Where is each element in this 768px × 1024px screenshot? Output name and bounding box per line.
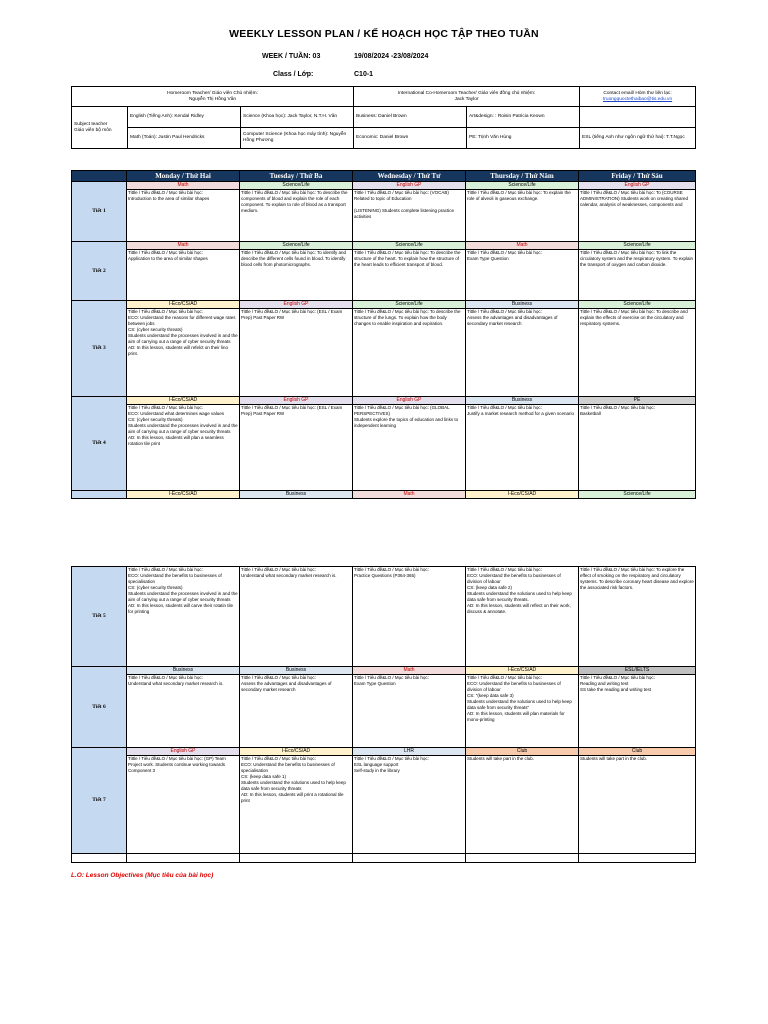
objective-cell: Tittle / Tiêu đề&LO / Mục tiêu bài học: ECO: Understand the benefits to businesses of specialisation CS: (keep data safe 1) Students understand the solutions used to help keep data safe from security threats AD: In this lesson, students will print a rotational tile print [240,756,353,854]
teacher-info-table [71,86,696,149]
objective-cell: Tittle / Tiêu đề&LO / Mục tiêu bài học: To describe the structure of the lungs. To explain how the body changes to enable inspiration and expiration. [353,309,466,397]
business-teacher: Business: Daniel Brown [354,107,467,128]
objective-cell: Students will take part in the club. [579,756,696,854]
page-title: WEEKLY LESSON PLAN / KẾ HOẠCH HỌC TẬP THEO TUẦN [229,28,539,40]
period-label-3: Tiết 3 [72,301,127,397]
subject-cell: I-Eco/CS/AD [466,491,579,499]
lesson-objectives-note: L.O: Lesson Objectives (Mục tiêu của bài học) [71,872,214,879]
objective-cell: Tittle / Tiêu đề&LO / Mục tiêu bài học: To link the circulatory system and the respiratory system. To explain the transport of oxygen and carbon dioxide. [579,250,696,301]
subject-cell: LHR [353,748,466,756]
subject-cell: Science/Life [240,182,353,190]
objective-cell: Tittle / Tiêu đề&LO / Mục tiêu bài học: To describe and explain the effects of exercise on the circulatory and respiratory systems. [579,309,696,397]
science-teacher: Science (Khoa học): Jack Taylor, N.T.H. Vân [241,107,354,128]
subject-cell: Science/Life [466,182,579,190]
subject-cell: Business [240,667,353,675]
subject-cell: Science/Life [353,242,466,250]
class-label: Class / Lớp: [273,71,314,78]
objective-cell: Tittle / Tiêu đề&LO / Mục tiêu bài học: (GLOBAL PERSPECTIVES) Students explore the topics of education and links to independent learning [353,405,466,491]
subject-cell: Science/Life [579,491,696,499]
cohomeroom-cell [354,87,580,107]
subject-cell: Business [127,667,240,675]
objective-cell: Tittle / Tiêu đề&LO / Mục tiêu bài học: To describe the components of blood and explain the role of each component. To explain to role of blood as a transport medium. [240,190,353,242]
objective-cell: Tittle / Tiêu đề&LO / Mục tiêu bài học: Practice Questions (P364-365) [353,567,466,667]
subject-cell: Club [579,748,696,756]
day-header-thursday: Thursday / Thứ Năm [466,171,579,182]
subject-cell: ESL/IELTS [579,667,696,675]
empty-cell [240,854,353,863]
objective-cell: Tittle / Tiêu đề&LO / Mục tiêu bài học: (ESL / Exam Prep) Past Paper RW [240,405,353,491]
empty-cell [353,854,466,863]
subject-cell: Math [127,242,240,250]
objective-cell: Students will take part in the club. [466,756,579,854]
week-dates: 19/08/2024 -23/08/2024 [354,53,429,60]
objective-cell: Tittle / Tiêu đề&LO / Mục tiêu bài học: Understand what secondary market research is. [127,675,240,748]
contact-label: Contact email/ Hòm thư liên lạc: [603,90,672,96]
subject-cell: English GP [579,182,696,190]
objective-cell: Tittle / Tiêu đề&LO / Mục tiêu bài học: ESL language support Self-study in the library [353,756,466,854]
subject-cell: English GP [240,301,353,309]
english-teacher: English (Tiếng Anh): Kendal Ridley [128,107,241,128]
esl-teacher: ESL (tiếng Anh như ngôn ngữ thứ hai): T.T.Ngọc [580,128,696,149]
objective-cell: Tittle / Tiêu đề&LO / Mục tiêu bài học: (GP) Team Project work. Students continue working towards Component 3 [127,756,240,854]
subject-cell: Science/Life [240,242,353,250]
subject-cell: Science/Life [353,301,466,309]
week-label: WEEK / TUẦN: 03 [262,53,321,60]
empty-cell [127,854,240,863]
homeroom-name: Nguyễn Thị Hồng Vân [188,96,237,102]
objective-cell: Tittle / Tiêu đề&LO / Mục tiêu bài học: (VOCAB) Related to topic of Education (LISTENING) Students complete listening practice activities [353,190,466,242]
period-label-7: Tiết 7 [72,748,127,854]
period-label-5-continued [72,491,127,499]
objective-cell: Tittle / Tiêu đề&LO / Mục tiêu bài học: Assess the advantages and disadvantages of secondary market research [466,309,579,397]
period-label-2: Tiết 2 [72,242,127,301]
objective-cell: Tittle / Tiêu đề&LO / Mục tiêu bài học: (ESL / Exam Prep) Past Paper RW [240,309,353,397]
subject-cell: Club [466,748,579,756]
objective-cell: Tittle / Tiêu đề&LO / Mục tiêu bài học: Reading and writing test SS take the reading and writing test [579,675,696,748]
art-teacher: Art&design: : Roisin Patricia Keown [467,107,580,128]
cs-teacher: Computer Science (Khoa học máy tính): Nguyễn Hồng Phương [241,128,354,149]
class-value: C10-1 [354,71,374,78]
contact-cell [580,87,696,107]
subject-cell: English GP [127,748,240,756]
period-label-5: Tiết 5 [72,567,127,667]
day-header-monday: Monday / Thứ Hai [127,171,240,182]
objective-cell: Tittle / Tiêu đề&LO / Mục tiêu bài học: ECO: Understand the benefits to businesses of division of labour CS: (keep data safe 2) Students understand the solutions used to help keep data safe from security threats. AD: In this lesson, students will reflect on their work, discuss & annotate. [466,567,579,667]
subject-cell: Business [240,491,353,499]
objective-cell: Tittle / Tiêu đề&LO / Mục tiêu bài học: Introduction to the area of similar shapes [127,190,240,242]
objective-cell: Tittle / Tiêu đề&LO / Mục tiêu bài học: Justify a market research method for a given scenario [466,405,579,491]
subject-cell: I-Eco/CS/AD [127,301,240,309]
objective-cell: Tittle / Tiêu đề&LO / Mục tiêu bài học: ECO: Understand what determines wage values CS: (cyber security threats) Students understand the processes involved in and the aim of carrying out a range of cyber security threats AD: In this lesson, students will plan a seamless rotation tile print [127,405,240,491]
objective-cell: Tittle / Tiêu đề&LO / Mục tiêu bài học: To (COURSE ADMINISTRATION) Students work on creating shared calendar, analysis of weaknesses, components and [579,190,696,242]
homeroom-cell [72,87,354,107]
objective-cell: Tittle / Tiêu đề&LO / Mục tiêu bài học: To describe the structure of the heart. To explain how the structure of the heart leads to efficient transport of blood. [353,250,466,301]
objective-cell: Tittle / Tiêu đề&LO / Mục tiêu bài học: ECO: Understand the reasons for different wage rates between jobs CS: (cyber security threats) Students understand the processes involved in and the aim of carrying out a range of cyber security threats AD: In this lesson, students will refelct on their lino print. [127,309,240,397]
corner-header-cell [72,171,127,182]
timetable-page-1 [71,170,696,499]
cohomeroom-name: Jack Taylor [454,96,479,102]
objective-cell: Tittle / Tiêu đề&LO / Mục tiêu bài học: Exam Type Question [353,675,466,748]
objective-cell: Tittle / Tiêu đề&LO / Mục tiêu bài học: To explore the effect of smoking on the respiratory and circulatory systems. To describe coronary heart disease and explore the associated risk factors. [579,567,696,667]
subject-teacher-label: Subject teacher Giáo viên bộ môn [72,107,128,149]
empty-cell [466,854,579,863]
subject-cell: I-Eco/CS/AD [127,397,240,405]
objective-cell: Tittle / Tiêu đề&LO / Mục tiêu bài học: Assess the advantages and disadvantages of secondary market research [240,675,353,748]
objective-cell: Tittle / Tiêu đề&LO / Mục tiêu bài học: Understand what secondary market research is. [240,567,353,667]
objective-cell: Tittle / Tiêu đề&LO / Mục tiêu bài học: Exam Type Question [466,250,579,301]
subject-cell: English GP [240,397,353,405]
objective-cell: Tittle / Tiêu đề&LO / Mục tiêu bài học: Application to the area of similar shapes [127,250,240,301]
subject-cell: Science/Life [579,301,696,309]
period-label-6: Tiết 6 [72,667,127,748]
day-header-wednesday: Wednesday / Thứ Tư [353,171,466,182]
objective-cell: Tittle / Tiêu đề&LO / Mục tiêu bài học: Basketball [579,405,696,491]
subject-cell: English GP [353,397,466,405]
subject-cell: PE [579,397,696,405]
subject-cell: Business [466,301,579,309]
contact-email-link[interactable]: truongquoctethaibao@tis.edu.vn [602,96,673,102]
subject-cell: Science/Life [579,242,696,250]
subject-cell: Business [466,397,579,405]
subject-cell: I-Eco/CS/AD [240,748,353,756]
empty-cell [72,854,127,863]
pe-teacher: PE: Trịnh Văn Hùng [467,128,580,149]
subject-cell: Math [127,182,240,190]
subject-cell: English GP [353,182,466,190]
subject-cell: Math [466,242,579,250]
empty-cell [579,854,696,863]
math-teacher: Math (Toán): Justin Paul Hendricks [128,128,241,149]
homeroom-label: Homeroom Teacher/ Giáo viên Chủ nhiệm: [167,90,258,96]
objective-cell: Tittle / Tiêu đề&LO / Mục tiêu bài học: To identify and describe the different cells found in blood. To identify blood cells from photomicrographs. [240,250,353,301]
subject-cell: I-Eco/CS/AD [127,491,240,499]
day-header-tuesday: Tuesday / Thứ Ba [240,171,353,182]
timetable-page-2 [71,566,696,863]
economic-teacher: Economic: Daniel Brown [354,128,467,149]
period-label-1: Tiết 1 [72,182,127,242]
subject-cell: I-Eco/CS/AD [466,667,579,675]
objective-cell: Tittle / Tiêu đề&LO / Mục tiêu bài học: ECO: Understand the benefits to businesses of specialisation CS: (cyber security threats) Students understand the processes involved in and the aim of carrying out a range of cyber security threats AD: In this lesson, students will carve their rotatin tile for printing [127,567,240,667]
day-header-friday: Friday / Thứ Sáu [579,171,696,182]
cohomeroom-label: International Co-Homeroom Teacher/ Giáo viên đồng chủ nhiệm: [397,90,536,96]
subject-cell: Math [353,667,466,675]
objective-cell: Tittle / Tiêu đề&LO / Mục tiêu bài học: ECO: Understand the benefits to businesses of division of labour CS: "(keep data safe 3) Students understand the solutions used to help keep data safe from security threats" AD: In this lesson, students will plan materials for mono-printing [466,675,579,748]
period-label-4: Tiết 4 [72,397,127,491]
objective-cell: Tittle / Tiêu đề&LO / Mục tiêu bài học: To explain the role of alveoli in gaseous exchange. [466,190,579,242]
subject-cell: Math [353,491,466,499]
